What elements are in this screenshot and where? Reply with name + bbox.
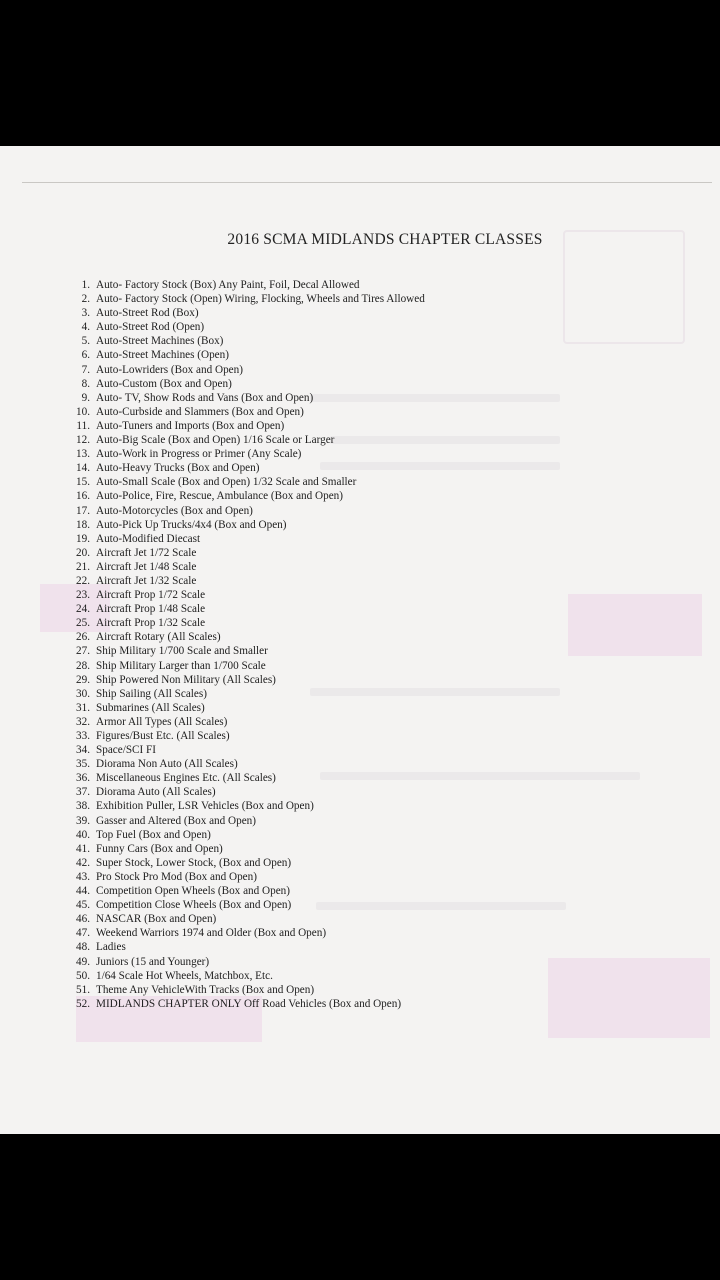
class-number: 49.	[76, 955, 90, 968]
class-number: 3.	[81, 307, 90, 320]
class-item	[70, 940, 425, 954]
class-number: 48.	[76, 941, 90, 954]
class-number: 32.	[76, 715, 90, 728]
class-item	[70, 926, 425, 940]
class-item	[70, 518, 425, 532]
class-item	[70, 616, 425, 630]
class-item	[70, 461, 425, 475]
class-item	[70, 771, 425, 785]
class-item	[70, 743, 425, 757]
class-label: Aircraft Jet 1/72 Scale	[96, 546, 197, 559]
class-label: Aircraft Jet 1/48 Scale	[96, 560, 197, 573]
class-item	[70, 630, 425, 644]
class-number: 44.	[76, 885, 90, 898]
class-label: Auto- TV, Show Rods and Vans (Box and Open)	[96, 391, 314, 404]
class-number: 18.	[76, 518, 90, 531]
class-number: 30.	[76, 687, 90, 700]
class-number: 10.	[76, 405, 90, 418]
class-label: Ship Powered Non Military (All Scales)	[96, 673, 276, 686]
class-label: Pro Stock Pro Mod (Box and Open)	[96, 870, 257, 883]
class-number: 34.	[76, 744, 90, 757]
class-item	[70, 602, 425, 616]
class-label: Auto-Tuners and Imports (Box and Open)	[96, 419, 285, 432]
class-number: 43.	[76, 870, 90, 883]
class-item	[70, 489, 425, 503]
class-label: Auto-Heavy Trucks (Box and Open)	[96, 462, 260, 475]
class-number: 51.	[76, 983, 90, 996]
bottom-black-bar	[0, 1134, 720, 1280]
class-number: 28.	[76, 659, 90, 672]
class-item	[70, 433, 425, 447]
class-label: Aircraft Jet 1/32 Scale	[96, 574, 197, 587]
class-number: 5.	[81, 335, 90, 348]
class-item	[70, 687, 425, 701]
class-number: 47.	[76, 927, 90, 940]
class-label: Auto-Modified Diecast	[96, 532, 201, 545]
class-item	[70, 363, 425, 377]
class-number: 23.	[76, 589, 90, 602]
class-label: Aircraft Prop 1/32 Scale	[96, 617, 206, 630]
class-label: Exhibition Puller, LSR Vehicles (Box and Open)	[96, 800, 314, 813]
class-number: 41.	[76, 842, 90, 855]
class-label: Weekend Warriors 1974 and Older (Box and Open)	[96, 927, 327, 940]
class-item	[70, 757, 425, 771]
class-number: 33.	[76, 730, 90, 742]
class-number: 12.	[76, 434, 90, 447]
class-number: 19.	[76, 532, 90, 545]
class-number: 14.	[76, 462, 90, 475]
class-item	[70, 912, 425, 926]
class-item	[70, 870, 425, 884]
class-item	[70, 419, 425, 433]
class-label: Ladies	[96, 941, 126, 954]
class-list	[70, 278, 425, 1011]
class-label: Auto-Street Machines (Open)	[96, 349, 229, 362]
class-number: 39.	[76, 814, 90, 827]
class-label: Submarines (All Scales)	[96, 701, 205, 714]
class-item	[70, 659, 425, 673]
class-label: Auto-Street Rod (Open)	[96, 321, 205, 334]
document-page	[0, 146, 720, 1134]
top-rule-line	[22, 182, 712, 183]
class-item	[70, 560, 425, 574]
class-item	[70, 504, 425, 518]
class-label: Diorama Auto (All Scales)	[96, 786, 216, 799]
class-label: Competition Close Wheels (Box and Open)	[96, 899, 292, 912]
class-number: 27.	[76, 645, 90, 658]
class-label: Auto-Big Scale (Box and Open) 1/16 Scale or Larger	[96, 434, 335, 447]
class-item	[70, 856, 425, 870]
class-label: Aircraft Rotary (All Scales)	[96, 631, 221, 644]
class-number: 29.	[76, 673, 90, 686]
class-number: 46.	[76, 913, 90, 926]
class-item	[70, 969, 425, 983]
class-number: 13.	[76, 448, 90, 461]
class-label: 1/64 Scale Hot Wheels, Matchbox, Etc.	[96, 969, 273, 982]
class-item	[70, 588, 425, 602]
class-number: 35.	[76, 758, 90, 771]
class-label: Auto-Lowriders (Box and Open)	[96, 363, 243, 376]
class-label: Funny Cars (Box and Open)	[96, 842, 223, 855]
class-item	[70, 983, 425, 997]
top-black-bar	[0, 0, 720, 146]
class-number: 2.	[81, 293, 90, 306]
class-label: Auto-Motorcycles (Box and Open)	[96, 504, 253, 517]
class-item	[70, 842, 425, 856]
class-item	[70, 405, 425, 419]
class-item	[70, 292, 425, 306]
class-number: 36.	[76, 772, 90, 785]
class-item	[70, 955, 425, 969]
class-label: Auto- Factory Stock (Box) Any Paint, Foil, Decal Allowed	[96, 279, 360, 291]
class-number: 15.	[76, 476, 90, 489]
class-number: 38.	[76, 800, 90, 813]
class-number: 4.	[81, 321, 90, 334]
class-item	[70, 546, 425, 560]
class-label: Ship Sailing (All Scales)	[96, 687, 207, 700]
class-item	[70, 475, 425, 489]
class-label: Auto-Street Rod (Box)	[96, 307, 199, 320]
class-number: 17.	[76, 504, 90, 517]
class-item	[70, 447, 425, 461]
class-number: 37.	[76, 786, 90, 799]
class-label: Diorama Non Auto (All Scales)	[96, 758, 238, 771]
class-label: Space/SCI FI	[96, 744, 156, 757]
class-number: 45.	[76, 899, 90, 912]
class-item	[70, 306, 425, 320]
class-item	[70, 377, 425, 391]
class-number: 26.	[76, 631, 90, 644]
bleed-through-block	[548, 958, 710, 1038]
class-item	[70, 785, 425, 799]
class-label: Auto-Curbside and Slammers (Box and Open)	[96, 405, 304, 418]
class-label: Aircraft Prop 1/72 Scale	[96, 589, 206, 602]
document-title: 2016 SCMA MIDLANDS CHAPTER CLASSES	[227, 231, 543, 248]
class-number: 9.	[81, 391, 90, 404]
class-number: 25.	[76, 617, 90, 630]
class-label: Top Fuel (Box and Open)	[96, 828, 211, 841]
class-number: 50.	[76, 969, 90, 982]
class-label: Ship Military 1/700 Scale and Smaller	[96, 645, 268, 658]
bleed-through-block	[568, 594, 702, 656]
class-label: Auto-Street Machines (Box)	[96, 335, 224, 348]
class-number: 42.	[76, 856, 90, 869]
class-number: 16.	[76, 490, 90, 503]
class-item	[70, 701, 425, 715]
class-item	[70, 532, 425, 546]
class-item	[70, 391, 425, 405]
class-item	[70, 729, 425, 743]
class-number: 22.	[76, 574, 90, 587]
class-item	[70, 898, 425, 912]
class-label: Auto-Small Scale (Box and Open) 1/32 Scale and Smaller	[96, 476, 357, 489]
class-label: Armor All Types (All Scales)	[96, 715, 228, 728]
class-number: 24.	[76, 603, 90, 616]
class-number: 7.	[81, 363, 90, 376]
class-number: 52.	[76, 997, 90, 1010]
class-number: 40.	[76, 828, 90, 841]
class-number: 21.	[76, 560, 90, 573]
class-label: NASCAR (Box and Open)	[96, 913, 217, 926]
class-item	[70, 348, 425, 362]
class-item	[70, 997, 425, 1011]
class-label: Auto-Pick Up Trucks/4x4 (Box and Open)	[96, 518, 287, 531]
class-item	[70, 673, 425, 687]
class-label: Super Stock, Lower Stock, (Box and Open)	[96, 856, 292, 869]
class-label: Auto-Work in Progress or Primer (Any Scale)	[96, 448, 302, 461]
class-label: Gasser and Altered (Box and Open)	[96, 814, 256, 827]
class-number: 31.	[76, 701, 90, 714]
class-item	[70, 320, 425, 334]
class-item	[70, 828, 425, 842]
class-item	[70, 334, 425, 348]
class-item	[70, 574, 425, 588]
class-label: Auto-Custom (Box and Open)	[96, 377, 232, 390]
class-item	[70, 715, 425, 729]
class-item	[70, 278, 425, 292]
class-label: Aircraft Prop 1/48 Scale	[96, 603, 206, 616]
class-label: Ship Military Larger than 1/700 Scale	[96, 659, 266, 672]
class-label: Competition Open Wheels (Box and Open)	[96, 885, 290, 898]
class-label: Juniors (15 and Younger)	[96, 955, 210, 968]
class-number: 1.	[81, 279, 90, 291]
class-number: 20.	[76, 546, 90, 559]
class-number: 6.	[81, 349, 90, 362]
class-label: Miscellaneous Engines Etc. (All Scales)	[96, 772, 276, 785]
class-number: 11.	[76, 419, 90, 432]
class-item	[70, 814, 425, 828]
class-label: Figures/Bust Etc. (All Scales)	[96, 730, 230, 742]
class-label: Auto-Police, Fire, Rescue, Ambulance (Box and Open)	[96, 490, 343, 503]
class-label: Auto- Factory Stock (Open) Wiring, Flocking, Wheels and Tires Allowed	[96, 293, 425, 306]
class-item	[70, 884, 425, 898]
class-number: 8.	[81, 377, 90, 390]
class-item	[70, 644, 425, 658]
class-item	[70, 799, 425, 813]
class-label: Theme Any VehicleWith Tracks (Box and Open)	[96, 983, 315, 996]
class-label: MIDLANDS CHAPTER ONLY Off Road Vehicles (Box and Open)	[96, 997, 402, 1010]
